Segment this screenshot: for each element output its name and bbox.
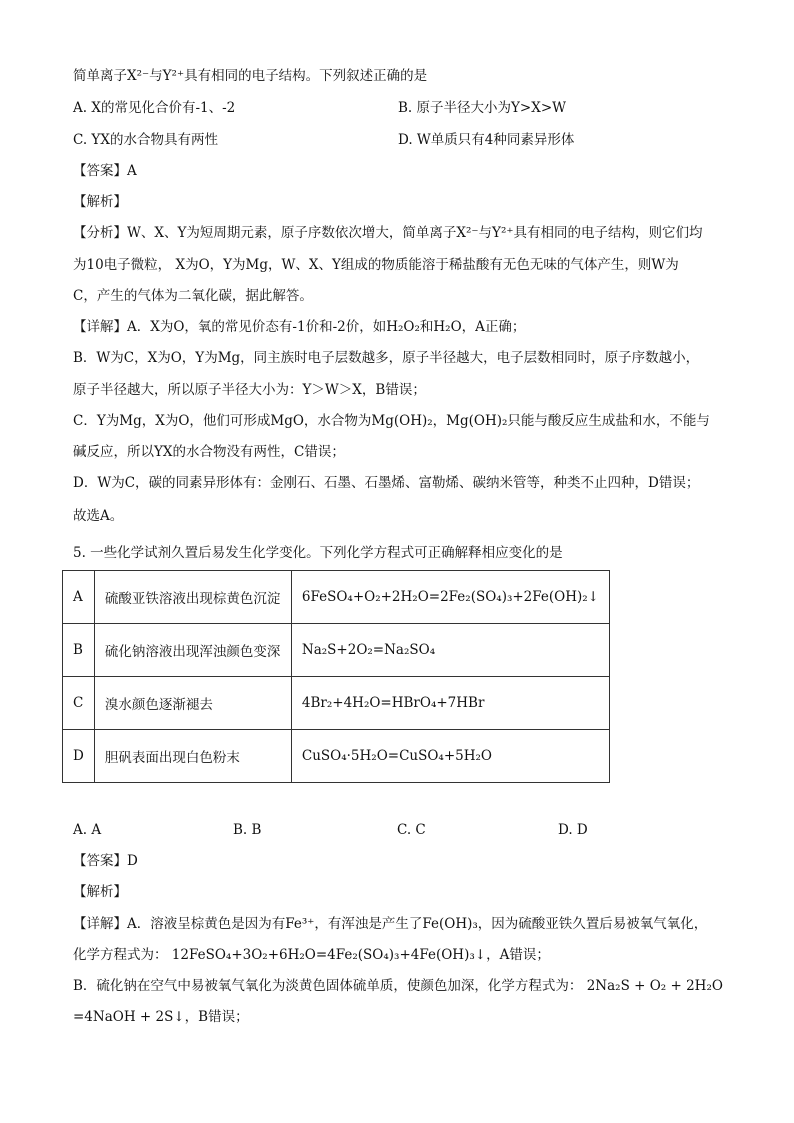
q4-conclusion: 故选A。 <box>73 508 124 524</box>
q5-choice-c: C. C <box>397 822 426 838</box>
q4-fenxi-1 <box>73 223 703 243</box>
q5-choice-a: A. A <box>73 822 102 838</box>
q4-option-d: D. W单质只有4种同素异形体 <box>398 132 575 148</box>
q4-option-b: B. 原子半径大小为Y>X>W <box>398 100 567 116</box>
fenxi-label: 【分析】 <box>73 225 127 241</box>
xiangjie-label: 【详解】 <box>73 319 127 335</box>
q5-choice-d: D. D <box>558 822 588 838</box>
q4-stem: 简单离子X²⁻与Y²⁺具有相同的电子结构。下列叙述正确的是 <box>73 68 428 84</box>
q4-answer-line <box>73 161 137 181</box>
table-row <box>63 677 610 730</box>
q5-stem: 5. 一些化学试剂久置后易发生化学变化。下列化学方程式可正确解释相应变化的是 <box>73 545 563 561</box>
q4-option-a: A. X的常见化合价有-1、-2 <box>73 100 236 116</box>
q5-detail-b-2: =4NaOH + 2S↓，B错误； <box>73 1009 249 1025</box>
analysis-label: 【解析】 <box>73 194 127 210</box>
q4-detail-c-1: C．Y为Mg，X为O，他们可形成MgO，水合物为Mg(OH)₂，Mg(OH)₂只能与酸反应生成盐和水，不能与 <box>73 413 710 429</box>
answer-value: A <box>127 163 137 179</box>
q4-detail-a <box>73 317 525 337</box>
row-equation: Na₂S+2O₂=Na₂SO₄ <box>291 624 609 677</box>
q5-detail-b-1: B．硫化钠在空气中易被氧气氧化为淡黄色固体硫单质，使颜色加深，化学方程式为： 2Na₂S + O₂ + 2H₂O <box>73 978 723 994</box>
row-description: 硫化钠溶液出现浑浊颜色变深 <box>94 624 291 677</box>
q4-detail-b-1: B．W为C，X为O，Y为Mg，同主族时电子层数越多，原子半径越大，电子层数相同时，原子序数越小， <box>73 350 700 366</box>
q5-analysis-label <box>73 882 127 902</box>
analysis-label: 【解析】 <box>73 884 127 900</box>
q4-detail-c-2: 碱反应，所以YX的水合物没有两性，C错误； <box>73 444 345 460</box>
q5-answer-line <box>73 851 138 871</box>
q5-options-table <box>62 570 610 783</box>
q5-detail-a-1 <box>73 914 707 934</box>
fenxi-text-1: W、X、Y为短周期元素，原子序数依次增大，简单离子X²⁻与Y²⁺具有相同的电子结构，则它们均 <box>127 225 703 241</box>
q4-fenxi-3: C，产生的气体为二氧化碳，据此解答。 <box>73 288 313 304</box>
row-letter: D <box>63 730 95 783</box>
detail-a-text: A．溶液呈棕黄色是因为有Fe³⁺，有浑浊是产生了Fe(OH)₃，因为硫酸亚铁久置后易被氧气氧化， <box>127 916 708 932</box>
row-description: 胆矾表面出现白色粉末 <box>94 730 291 783</box>
q4-detail-d-1: D．W为C，碳的同素异形体有：金刚石、石墨、石墨烯、富勒烯、碳纳米管等，种类不止四种，D错误； <box>73 475 700 491</box>
answer-label: 【答案】 <box>73 163 127 179</box>
row-description: 硫酸亚铁溶液出现棕黄色沉淀 <box>94 571 291 624</box>
row-equation: 4Br₂+4H₂O=HBrO₄+7HBr <box>291 677 609 730</box>
q4-analysis-label <box>73 192 127 212</box>
row-letter: B <box>63 624 95 677</box>
table-row <box>63 571 610 624</box>
q4-fenxi-2: 为10电子微粒， X为O，Y为Mg，W、X、Y组成的物质能溶于稀盐酸有无色无味的气体产生，则W为 <box>73 257 679 273</box>
table-row <box>63 730 610 783</box>
row-description: 溴水颜色逐渐褪去 <box>94 677 291 730</box>
row-letter: C <box>63 677 95 730</box>
table-row <box>63 624 610 677</box>
q4-option-c: C. YX的水合物具有两性 <box>73 132 218 148</box>
q5-choice-b: B. B <box>233 822 262 838</box>
answer-label: 【答案】 <box>73 853 127 869</box>
xiangjie-label: 【详解】 <box>73 916 127 932</box>
row-letter: A <box>63 571 95 624</box>
row-equation: 6FeSO₄+O₂+2H₂O=2Fe₂(SO₄)₃+2Fe(OH)₂↓ <box>291 571 609 624</box>
row-equation: CuSO₄·5H₂O=CuSO₄+5H₂O <box>291 730 609 783</box>
q5-detail-a-2: 化学方程式为： 12FeSO₄+3O₂+6H₂O=4Fe₂(SO₄)₃+4Fe(OH)₃↓，A错误； <box>73 947 550 963</box>
q4-detail-b-2: 原子半径越大，所以原子半径大小为：Y＞W＞X，B错误； <box>73 382 426 398</box>
detail-a-text: A．X为O，氧的常见价态有-1价和-2价，如H₂O₂和H₂O，A正确； <box>127 319 526 335</box>
answer-value: D <box>127 853 138 869</box>
